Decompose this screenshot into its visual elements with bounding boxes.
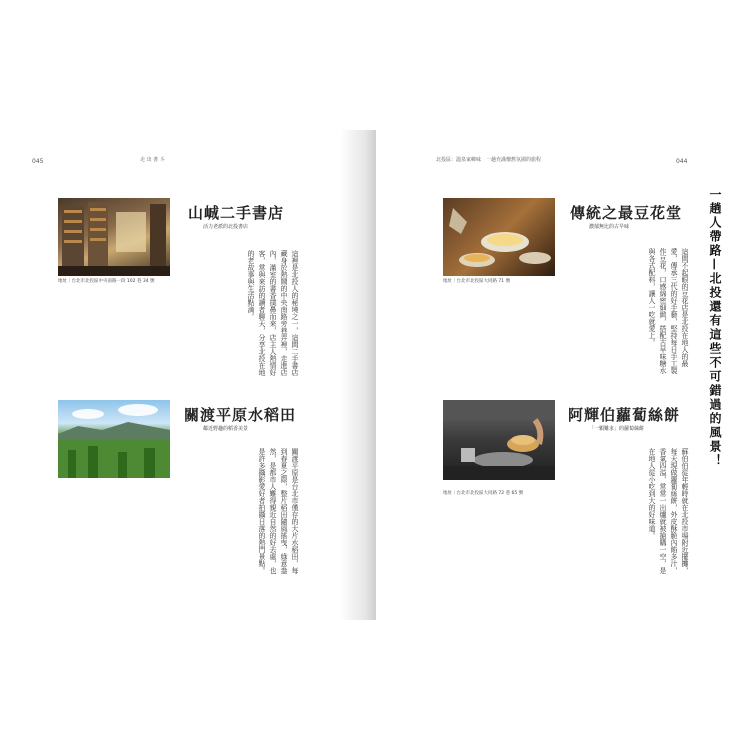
douhua-body-text: 這間不起眼的豆花店是北投在地人的最愛，傳承三代的好手藝，堅持每日手工製作豆花，口感綿密細緻，搭配古早味糖水與各式配料，讓人一吃就愛上。 <box>648 248 689 374</box>
douhua-title: 傳統之最豆花堂 <box>570 204 683 222</box>
book-gutter <box>340 130 376 620</box>
radish-cake-title: 阿輝伯蘿蔔絲餅 <box>568 406 681 424</box>
right-page-header: 北投區：溫泉家鄉味 一趟充滿懷舊氛圍的旅程 <box>436 157 542 163</box>
bookstore-photo <box>58 198 170 276</box>
radish-cake-tag: 「一顆難求」的蘿蔔絲餅 <box>589 426 645 432</box>
ricefield-illustration <box>58 400 170 478</box>
bookstore-address-caption: 地址｜台北市北投區中央南路一段 102 巷 34 號 <box>58 279 155 284</box>
douhua-bowls-illustration <box>443 198 555 276</box>
bookstore-title: 山峸二手書店 <box>188 204 285 222</box>
douhua-photo <box>443 198 555 276</box>
bookstore-body-text: 這裡是北投人的秘境之一，這間二手書店藏身於熱鬧的中央南路旁巷弄裡，走進店內，滿室的書香撲鼻而來，店主人熱情好客，常與來訪的讀者聊天，分享北投在地的老故事與生活點滴。 <box>247 250 299 376</box>
ricefield-photo <box>58 400 170 478</box>
right-page-number: 044 <box>676 158 688 165</box>
ricefield-title: 關渡平原水稻田 <box>184 406 297 424</box>
bookstore-tag: 活力老派的北投書店 <box>203 224 249 230</box>
side-note-heading: 一趟人帶路—北投還有這些不可錯過的風景！ <box>708 188 722 468</box>
douhua-address-caption: 地址｜台北市北投區大同路 71 號 <box>443 279 511 284</box>
left-page-header: 走 出 書 斗 <box>140 157 165 163</box>
radish-cake-photo <box>443 400 555 480</box>
ricefield-tag: 鄰近野趣的稻香美景 <box>203 426 249 432</box>
radish-cake-body-text: 蘇伯伯從年輕時就在北投市場附近擺攤，每天現做蘿蔔絲餅，外皮酥脆內餡多汁，香氣四溢，常常一出爐就被搶購一空，是在地人從小吃到大的好味道。 <box>648 448 689 574</box>
radish-cake-stall-illustration <box>443 400 555 480</box>
douhua-tag: 濃郁無比的古早味 <box>589 224 630 230</box>
left-page-number: 045 <box>32 158 44 165</box>
ricefield-body-text: 關渡平原是台北市僅存的大片水稻田，每到春夏之際，整片稻田隨風搖曳，綠意盎然，是都市人難得親近自然的好去處，也是許多攝影愛好者拍攝日落的熱門景點。 <box>258 448 299 574</box>
bookstore-shelves-illustration <box>58 198 170 276</box>
radish-cake-address-caption: 地址｜台北市北投區大同路 72 巷 65 號 <box>443 491 524 496</box>
